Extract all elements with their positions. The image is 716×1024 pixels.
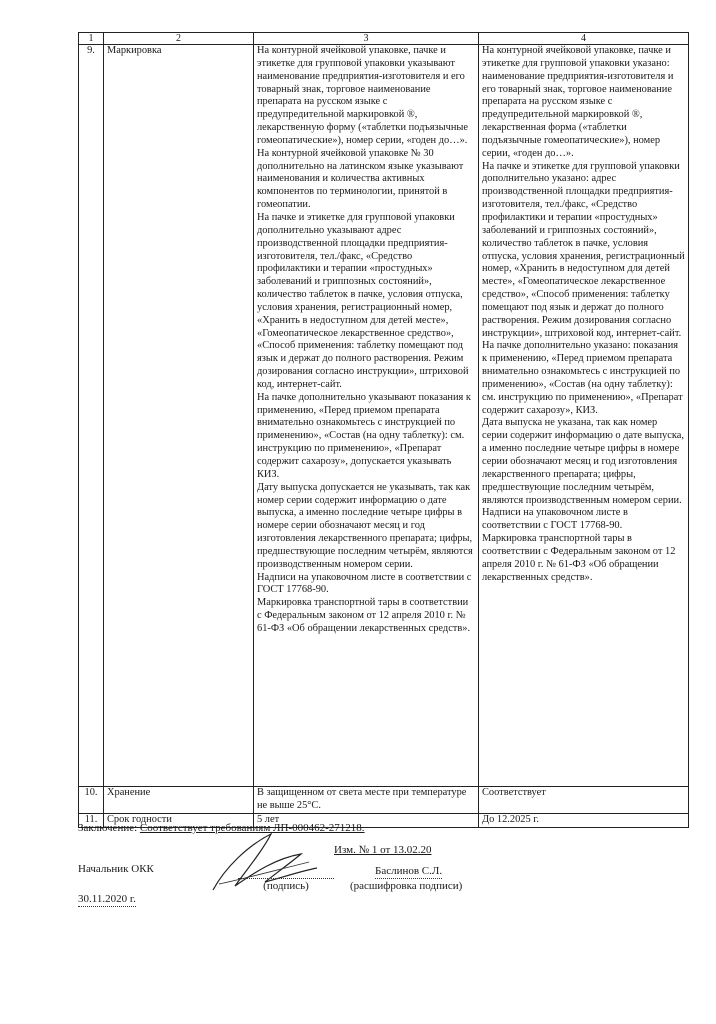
requirement-paragraph: Дату выпуска допускается не указывать, так как номер серии содержит информацию о дате выпуска, а именно последние четыре цифры в номере серии обозначают месяц и год изготовления лекарственного препарата; цифры, предшествующие последним четырём, являются производственным номером серии.: [257, 481, 473, 570]
requirement-paragraph: Маркировка транспортной тары в соответствии с Федеральным законом от 12 апреля 2010 г. № 61-ФЗ «Об обращении лекарственных средств».: [257, 597, 471, 634]
requirement-paragraph: На контурной ячейковой упаковке, пачке и этикетке для групповой упаковки указывают наименование предприятия-изготовителя и его товарный знак, торговое наименование препарата на русском языке с предупредительной маркировкой ®, лекарственную форму («таблетки подъязычные гомеопатические»), номер серии, «годен до…».: [257, 45, 468, 146]
result-paragraph: Маркировка транспортной тары в соответствии с Федеральным законом от 12 апреля 2010 г. № 61-ФЗ «Об обращении лекарственных средств».: [482, 533, 676, 583]
result-paragraph: На контурной ячейковой упаковке, пачке и этикетке для групповой упаковки указано: наименование предприятия-изготовителя и его товарный знак, торговое наименование препарата на русском языке с предупредительной маркировкой ®, лекарственная форма («таблетки подъязычные гомеопатические»), номер серии, «годен до…».: [482, 45, 674, 159]
row-result: До 12.2025 г.: [479, 813, 689, 827]
row-requirement: [254, 45, 479, 787]
header-col-4: 4: [479, 33, 689, 45]
result-paragraph: Дата выпуска не указана, так как номер серии содержит информацию о дате выпуска, а именно последние четыре цифры в номере серии обозначают месяц и год изготовления лекарственного препарата; цифры, предшествующие последним четырём, являются производственным номером серии.: [482, 417, 684, 506]
amendment-note: Изм. № 1 от 13.02.20: [334, 844, 432, 856]
conclusion-label: Заключение:: [78, 822, 138, 834]
table-row: [79, 787, 689, 814]
row-number: 9.: [79, 45, 104, 787]
requirement-paragraph: На пачке и этикетке для групповой упаковки дополнительно указывают адрес производственной площадки предприятия-изготовителя, тел./факс, «Средство профилактики и терапии «простудных» заболеваний и гриппозных состояний», количество таблеток в пачке, условия отпуска, условия хранения, регистрационный номер, «Хранить в недоступном для детей месте», «Гомеопатическое лекарственное средство», «Способ применения: таблетку помещают под язык и держат до полного растворения. Режим дозирования согласно инструкции», штриховой код, интернет-сайт.: [257, 211, 469, 390]
conclusion-text: Соответствует требованиям ЛП-000462-271218.: [139, 822, 365, 834]
row-requirement: В защищенном от света месте при температуре не выше 25°С.: [254, 787, 479, 814]
row-indicator: Срок годности: [104, 813, 254, 827]
header-col-3: 3: [254, 33, 479, 45]
row-indicator: Хранение: [104, 787, 254, 814]
header-col-1: 1: [79, 33, 104, 45]
row-number: 10.: [79, 787, 104, 814]
requirement-paragraph: На контурной ячейковой упаковке № 30 дополнительно на латинском языке указывают наименования и количества активных компонентов по терминологии, принятой в гомеопатии.: [257, 147, 464, 211]
result-paragraph: На пачке дополнительно указано: показания к применению, «Перед приемом препарата внимательно ознакомьтесь с инструкцией по применению», «Состав (на одну таблетку): см. инструкцию по применению», «Препарат содержит сахарозу», КИЗ.: [482, 340, 683, 416]
requirement-paragraph: Надписи на упаковочном листе в соответствии с ГОСТ 17768-90.: [257, 571, 472, 596]
header-col-2: 2: [104, 33, 254, 45]
position-title: Начальник ОКК: [78, 863, 154, 875]
result-paragraph: Надписи на упаковочном листе в соответствии с ГОСТ 17768-90.: [482, 507, 628, 532]
row-result: Соответствует: [479, 787, 689, 814]
result-paragraph: На пачке и этикетке для групповой упаковки дополнительно указано: адрес производственной площадки предприятия-изготовителя, тел./факс, «Средство профилактики и терапии «простудных» заболеваний и гриппозных состояний», количество таблеток в пачке, условия отпуска, условия хранения, регистрационный номер, «Хранить в недоступном для детей месте», «Гомеопатическое лекарственное средство», «Способ применения: таблетку помещают под язык и держат до полного растворения. Режим дозирования согласно инструкции», штриховой код, интернет-сайт.: [482, 160, 685, 339]
decoding-label: (расшифровка подписи): [350, 880, 463, 892]
table-row: [79, 45, 689, 787]
requirement-paragraph: На пачке дополнительно указывают показания к применению, «Перед приемом препарата внимательно ознакомьтесь с инструкцией по применению», «Состав (на одну таблетку): см. инструкцию по применению», «Препарат содержит сахарозу», допускается указывать КИЗ.: [257, 391, 471, 480]
table-header-row: [79, 33, 689, 45]
specification-table: [78, 32, 689, 828]
signature-date: 30.11.2020 г.: [78, 893, 136, 905]
row-requirement: 5 лет: [254, 813, 479, 827]
row-number: 11.: [79, 813, 104, 827]
signature-label: (подпись): [238, 878, 334, 893]
row-result: [479, 45, 689, 787]
row-indicator: Маркировка: [104, 45, 254, 787]
signer-name: Баслинов С.Л.: [375, 865, 443, 877]
